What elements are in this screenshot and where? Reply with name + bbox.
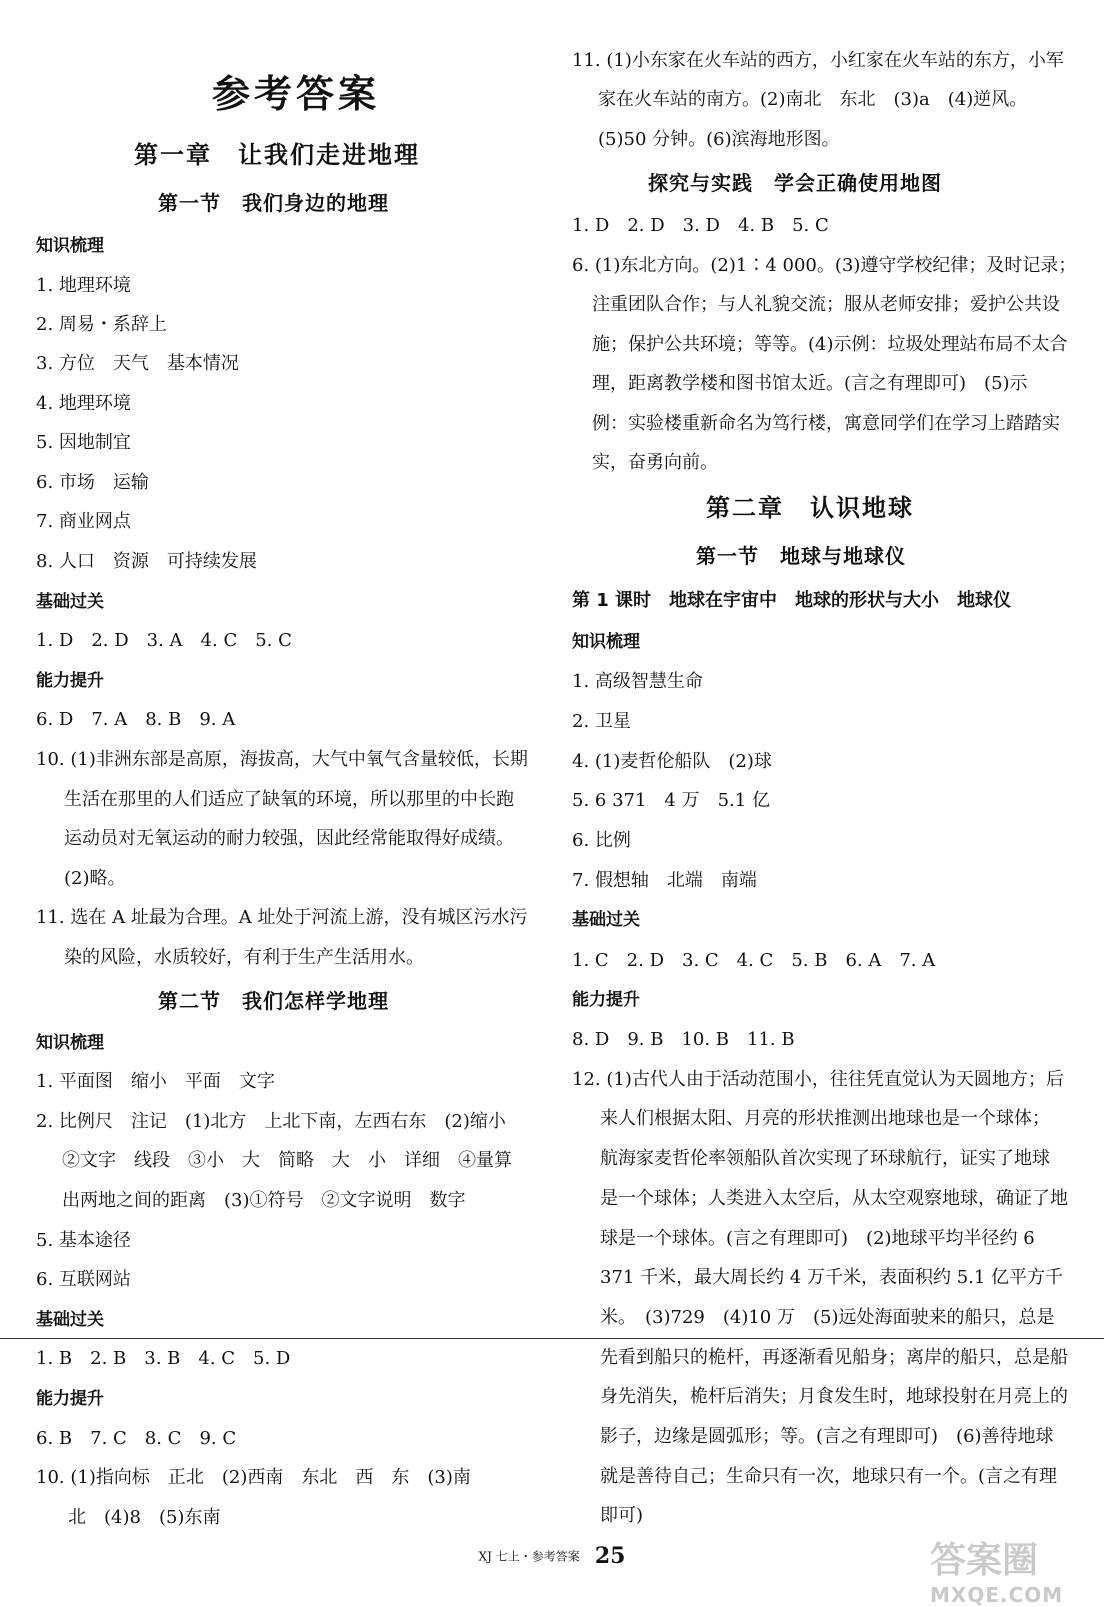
- answer-line: 8. D 9. B 10. B 11. B: [572, 1029, 795, 1050]
- answer-line: 5. 因地制宜: [36, 432, 131, 453]
- answer-line: 6. B 7. C 8. C 9. C: [36, 1428, 237, 1449]
- answer-line: 1. 地理环境: [36, 275, 131, 296]
- answer-line: (5)50 分钟。(6)滨海地形图。: [598, 129, 840, 150]
- answer-line: 11. (1)小东家在火车站的西方，小红家在火车站的东方，小军: [572, 50, 1064, 71]
- answer-line: 2. 卫星: [572, 711, 631, 732]
- answer-line: 8. 人口 资源 可持续发展: [36, 551, 257, 572]
- answer-line: 1. D 2. D 3. D 4. B 5. C: [572, 215, 829, 236]
- footer-note: XJ 七上・参考答案: [478, 1549, 580, 1564]
- watermark-logo: [930, 1532, 1098, 1607]
- answer-line: 基础过关: [36, 1310, 104, 1330]
- answer-line: 5. 6 371 4 万 5.1 亿: [572, 790, 770, 811]
- answer-line: 2. 周易・系辞上: [36, 314, 167, 335]
- answer-line: 实，奋勇向前。: [592, 452, 718, 473]
- answer-line: 出两地之间的距离 (3)①符号 ②文字说明 数字: [62, 1190, 466, 1211]
- answer-line: 10. (1)非洲东部是高原，海拔高，大气中氧气含量较低，长期: [36, 749, 528, 770]
- answer-line: 运动员对无氧运动的耐力较强，因此经常能取得好成绩。: [64, 828, 514, 849]
- section-title: 探究与实践 学会正确使用地图: [648, 171, 942, 195]
- answer-line: 1. 高级智慧生命: [572, 671, 703, 692]
- answer-line: 10. (1)指向标 正北 (2)西南 东北 西 东 (3)南: [36, 1467, 471, 1488]
- answer-line: 11. 选在 A 址最为合理。A 址处于河流上游，没有城区污水污: [36, 907, 528, 928]
- section-title: 第二节 我们怎样学地理: [158, 989, 389, 1013]
- answer-line: 371 千米，最大周长约 4 万千米，表面积约 5.1 亿平方千: [600, 1267, 1064, 1288]
- answer-line: 知识梳理: [572, 632, 640, 652]
- answer-line: 就是善待自己；生命只有一次，地球只有一个。(言之有理: [600, 1466, 1058, 1487]
- answer-line: 知识梳理: [36, 1033, 104, 1053]
- answer-line: 1. D 2. D 3. A 4. C 5. C: [36, 630, 292, 651]
- section-title: 第一节 地球与地球仪: [696, 544, 906, 568]
- answer-line: 先看到船只的桅杆，再逐渐看见船身；离岸的船只，总是船: [600, 1347, 1068, 1368]
- answer-line: 6. D 7. A 8. B 9. A: [36, 709, 236, 730]
- answer-line: 6. 互联网站: [36, 1269, 131, 1290]
- answer-line: 身先消失，桅杆后消失；月食发生时，地球投射在月亮上的: [600, 1386, 1068, 1407]
- answer-line: 基础过关: [572, 910, 640, 930]
- answer-line: 施；保护公共环境；等等。(4)示例：垃圾处理站布局不太合: [592, 334, 1068, 355]
- answer-line: 1. 平面图 缩小 平面 文字: [36, 1071, 275, 1092]
- chapter-title: 第二章 认识地球: [706, 494, 914, 522]
- answer-line: 家在火车站的南方。(2)南北 东北 (3)a (4)逆风。: [598, 89, 1028, 110]
- answer-line: 4. 地理环境: [36, 393, 131, 414]
- answer-line: 是一个球体；人类进入太空后，从太空观察地球，确证了地: [600, 1188, 1068, 1209]
- watermark-text: 答案圈: [930, 1540, 1039, 1581]
- answer-line: 5. 基本途径: [36, 1230, 131, 1251]
- answer-line: 生活在那里的人们适应了缺氧的环境，所以那里的中长跑: [64, 789, 514, 810]
- answer-line: 即可): [600, 1505, 644, 1526]
- answer-line: 1. B 2. B 3. B 4. C 5. D: [36, 1348, 291, 1369]
- answer-line: 4. (1)麦哲伦船队 (2)球: [572, 751, 772, 772]
- answer-line: 理，距离教学楼和图书馆太近。(言之有理即可) (5)示: [592, 373, 1028, 394]
- answer-line: 北 (4)8 (5)东南: [68, 1507, 221, 1528]
- watermark-url: MXQE.COM: [930, 1583, 1064, 1607]
- answer-line: 能力提升: [572, 990, 640, 1010]
- answer-line: 能力提升: [36, 1389, 104, 1409]
- answer-line: 米。 (3)729 (4)10 万 (5)远处海面驶来的船只，总是: [600, 1307, 1055, 1328]
- answer-line: 注重团队合作；与人礼貌交流；服从老师安排；爱护公共设: [592, 294, 1060, 315]
- answer-line: 来人们根据太阳、月亮的形状推测出地球也是一个球体；: [600, 1108, 1050, 1129]
- answer-line: 1. C 2. D 3. C 4. C 5. B 6. A 7. A: [572, 950, 936, 971]
- answer-line: 6. 市场 运输: [36, 472, 149, 493]
- answer-line: 航海家麦哲伦率领船队首次实现了环球航行，证实了地球: [600, 1148, 1050, 1169]
- answer-line: 12. (1)古代人由于活动范围小，往往凭直觉认为天圆地方；后: [572, 1069, 1064, 1090]
- answer-line: 2. 比例尺 注记 (1)北方 上北下南，左西右东 (2)缩小: [36, 1111, 506, 1132]
- answer-line: (2)略。: [64, 868, 126, 889]
- answer-line: 球是一个球体。(言之有理即可) (2)地球平均半径约 6: [600, 1228, 1035, 1249]
- section-title: 第一节 我们身边的地理: [158, 191, 389, 215]
- answer-line: 基础过关: [36, 592, 104, 612]
- lesson-title: 第 1 课时 地球在宇宙中 地球的形状与大小 地球仪: [572, 590, 1012, 611]
- answer-line: 例：实验楼重新命名为笃行楼，寓意同学们在学习上踏踏实: [592, 413, 1060, 434]
- answer-line: 6. (1)东北方向。(2)1∶4 000。(3)遵守学校纪律；及时记录；: [572, 255, 1077, 276]
- page-divider-line: [0, 1338, 1104, 1339]
- answer-line: ②文字 线段 ③小 大 简略 大 小 详细 ④量算: [62, 1150, 512, 1171]
- answer-line: 3. 方位 天气 基本情况: [36, 353, 239, 374]
- answer-line: 染的风险，水质较好，有利于生产生活用水。: [64, 947, 424, 968]
- page-title: 参考答案: [212, 72, 381, 116]
- answer-line: 7. 假想轴 北端 南端: [572, 870, 757, 891]
- chapter-title: 第一章 让我们走进地理: [134, 141, 420, 169]
- answer-line: 知识梳理: [36, 236, 104, 256]
- answer-line: 能力提升: [36, 671, 104, 691]
- answer-line: 6. 比例: [572, 830, 631, 851]
- page-number: 25: [594, 1543, 626, 1569]
- answer-line: 影子，边缘是圆弧形；等。(言之有理即可) (6)善待地球: [600, 1426, 1054, 1447]
- answer-line: 7. 商业网点: [36, 511, 131, 532]
